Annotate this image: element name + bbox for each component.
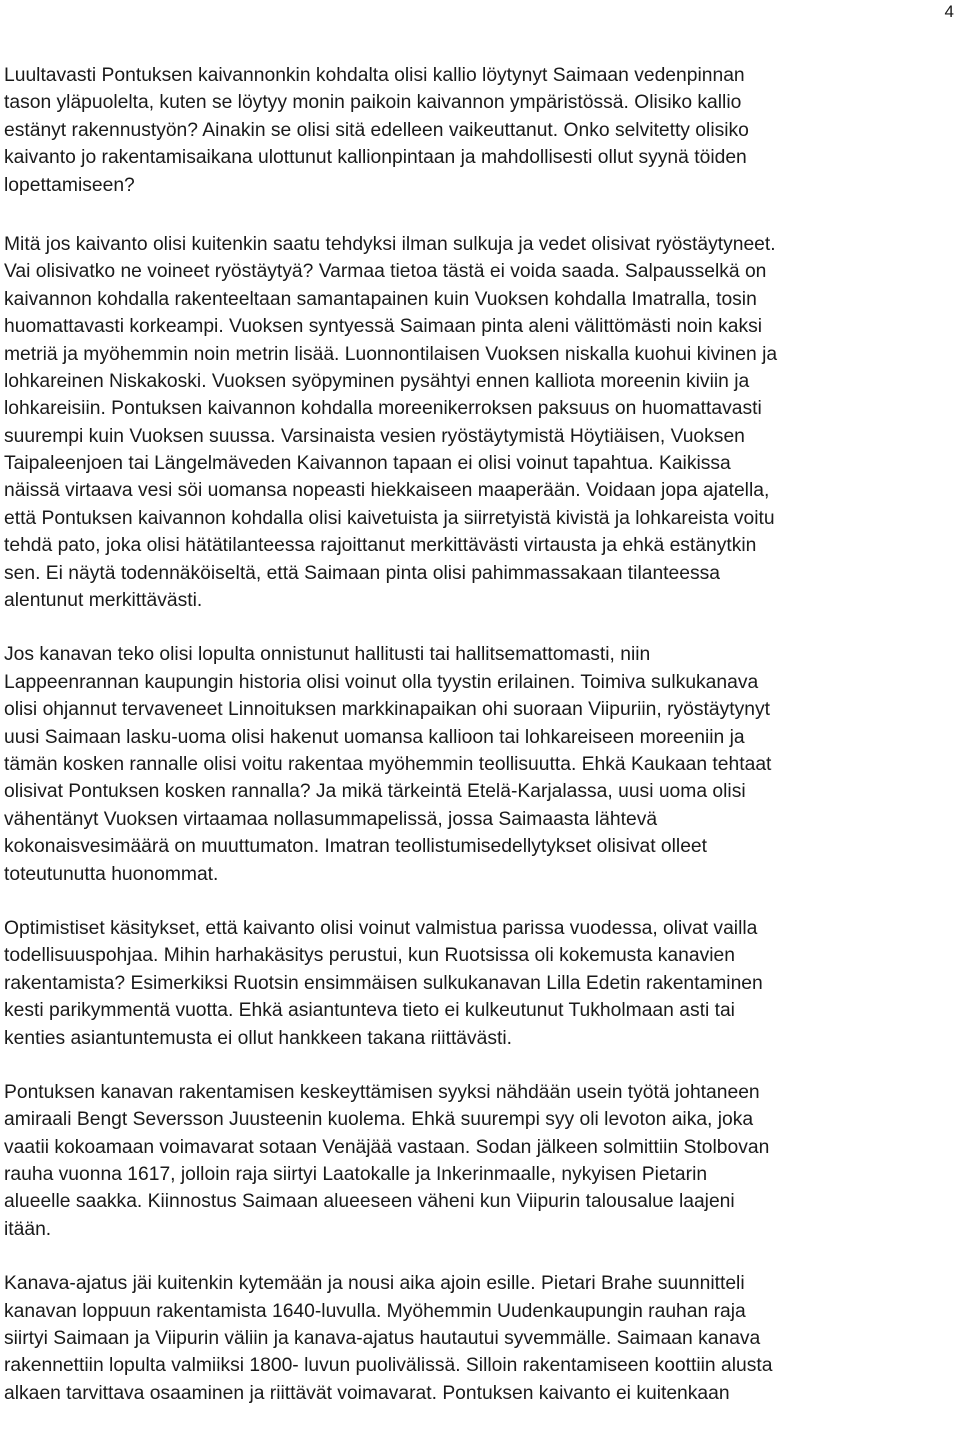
paragraph-1 — [4, 62, 956, 199]
text-line: lohkareisiin. Pontuksen kaivannon kohdalla moreenikerroksen paksuus on huomattavasti — [4, 398, 762, 420]
text-line: olisi ohjannut tervaveneet Linnoituksen markkinapaikan ohi suoraan Viipuriin, ryöstäytynyt — [4, 699, 770, 721]
text-line: tason yläpuolelta, kuten se löytyy monin paikoin kaivannon ympäristössä. Olisiko kallio — [4, 92, 742, 114]
text-line: sen. Ei näytä todennäköiseltä, että Saimaan pinta olisi pahimmassakaan tilanteessa — [4, 562, 720, 584]
text-line: että Pontuksen kaivannon kohdalla olisi kaivetuista ja siirretyistä kivistä ja lohkareista voitu — [4, 507, 775, 529]
text-line: alkaen tarvittava osaaminen ja riittävät voimavarat. Pontuksen kaivanto ei kuitenkaan — [4, 1382, 730, 1404]
text-line: estänyt rakennustyön? Ainakin se olisi sitä edelleen vaikeuttanut. Onko selvitetty olisiko — [4, 119, 749, 141]
text-line: lopettamiseen? — [4, 174, 135, 196]
text-line: kenties asiantuntemusta ei ollut hankkeen takana riittävästi. — [4, 1027, 513, 1049]
text-line: kesti parikymmentä vuotta. Ehkä asiantunteva tieto ei kulkeutunut Tukholmaan asti tai — [4, 1000, 735, 1022]
text-line: Jos kanavan teko olisi lopulta onnistunut hallitusti tai hallitsemattomasti, niin — [4, 644, 651, 666]
text-line: rakentamista? Esimerkiksi Ruotsin ensimmäisen sulkukanavan Lilla Edetin rakentaminen — [4, 972, 763, 994]
paragraph-5 — [4, 1079, 956, 1243]
paragraph-6 — [4, 1270, 956, 1407]
text-line: rauha vuonna 1617, jolloin raja siirtyi Laatokalle ja Inkerinmaalle, nykyisen Pietarin — [4, 1164, 708, 1186]
text-line: metriä ja myöhemmin noin metrin lisää. Luonnontilaisen Vuoksen niskalla kuohui kivinen ja — [4, 343, 778, 365]
text-line: itään. — [4, 1218, 52, 1240]
text-line: lohkareinen Niskakoski. Vuoksen syöpyminen pysähtyi ennen kalliota moreenin kiviin ja — [4, 370, 750, 392]
paragraph-4 — [4, 915, 956, 1052]
text-line: Optimistiset käsitykset, että kaivanto olisi voinut valmistua parissa vuodessa, olivat vailla — [4, 917, 758, 939]
text-line: vähentänyt Vuoksen virtaamaa nollasummapelissä, jossa Saimaasta lähtevä — [4, 808, 658, 830]
text-line: Mitä jos kaivanto olisi kuitenkin saatu tehdyksi ilman sulkuja ja vedet olisivat ryöstäytyneet. — [4, 233, 776, 255]
text-line: rakennettiin lopulta valmiiksi 1800- luvun puolivälissä. Silloin rakentamiseen koottiin alusta — [4, 1355, 773, 1377]
text-line: Pontuksen kanavan rakentamisen keskeyttämisen syyksi nähdään usein työtä johtaneen — [4, 1081, 760, 1103]
text-line: Taipaleenjoen tai Längelmäveden Kaivannon tapaan ei olisi voinut tapahtua. Kaikissa — [4, 453, 731, 475]
text-line: kanavan loppuun rakentamista 1640-luvulla. Myöhemmin Uudenkaupungin rauhan raja — [4, 1300, 746, 1322]
text-line: alentunut merkittävästi. — [4, 590, 203, 612]
text-line: suurempi kuin Vuoksen suussa. Varsinaista vesien ryöstäytymistä Höytiäisen, Vuoksen — [4, 425, 745, 447]
text-line: vaatii kokoamaan voimavarat sotaan Venäjää vastaan. Sodan jälkeen solmittiin Stolbovan — [4, 1136, 770, 1158]
text-line: kaivanto jo rakentamisaikana ulottunut kallionpintaan ja mahdollisesti ollut syynä töiden — [4, 147, 747, 169]
text-line: todellisuuspohjaa. Mihin harhakäsitys perustui, kun Ruotsissa oli kokemusta kanavien — [4, 945, 735, 967]
text-line: uusi Saimaan lasku-uoma olisi hakenut uomansa kallioon tai lohkareiseen moreeniin ja — [4, 726, 745, 748]
text-line: näissä virtaava vesi söi uomansa nopeasti hiekkaiseen maaperään. Voidaan jopa ajatella, — [4, 480, 770, 502]
text-line: Vai olisivatko ne voineet ryöstäytyä? Varmaa tietoa tästä ei voida saada. Salpausselkä on — [4, 261, 767, 283]
paragraph-2 — [4, 231, 956, 614]
text-line: Luultavasti Pontuksen kaivannonkin kohdalta olisi kallio löytynyt Saimaan vedenpinnan — [4, 65, 745, 86]
paragraph-3 — [4, 641, 956, 888]
text-line: kaivannon kohdalla rakenteeltaan samantapainen kuin Vuoksen kohdalla Imatralla, tosin — [4, 288, 757, 310]
text-line: amiraali Bengt Seversson Juusteenin kuolema. Ehkä suurempi syy oli levoton aika, joka — [4, 1109, 754, 1131]
text-line: kokonaisvesimäärä on muuttumaton. Imatran teollistumisedellytykset olisivat olleet — [4, 836, 708, 858]
text-line: toteutunutta huonommat. — [4, 863, 219, 885]
text-line: tämän kosken rannalle olisi voitu rakentaa myöhemmin teollisuutta. Ehkä Kaukaan tehtaat — [4, 753, 772, 775]
text-line: olisivat Pontuksen kosken rannalla? Ja mikä tärkeintä Etelä-Karjalassa, uusi uoma olisi — [4, 781, 746, 803]
text-line: huomattavasti korkeampi. Vuoksen syntyessä Saimaan pinta aleni välittömästi noin kaksi — [4, 316, 763, 338]
text-line: tehdä pato, joka olisi hätätilanteessa rajoittanut merkittävästi virtausta ja ehkä estänytkin — [4, 535, 757, 557]
document-body — [4, 62, 956, 1434]
text-line: Kanava-ajatus jäi kuitenkin kytemään ja nousi aika ajoin esille. Pietari Brahe suunnitteli — [4, 1273, 745, 1295]
page-number: 4 — [944, 2, 954, 21]
text-line: alueelle saakka. Kiinnostus Saimaan alueeseen väheni kun Viipurin talousalue laajeni — [4, 1191, 735, 1213]
text-line: Lappeenrannan kaupungin historia olisi voinut olla tyystin erilainen. Toimiva sulkukanava — [4, 671, 759, 693]
text-line: siirtyi Saimaan ja Viipurin väliin ja kanava-ajatus hautautui syvemmälle. Saimaan kanava — [4, 1328, 761, 1350]
